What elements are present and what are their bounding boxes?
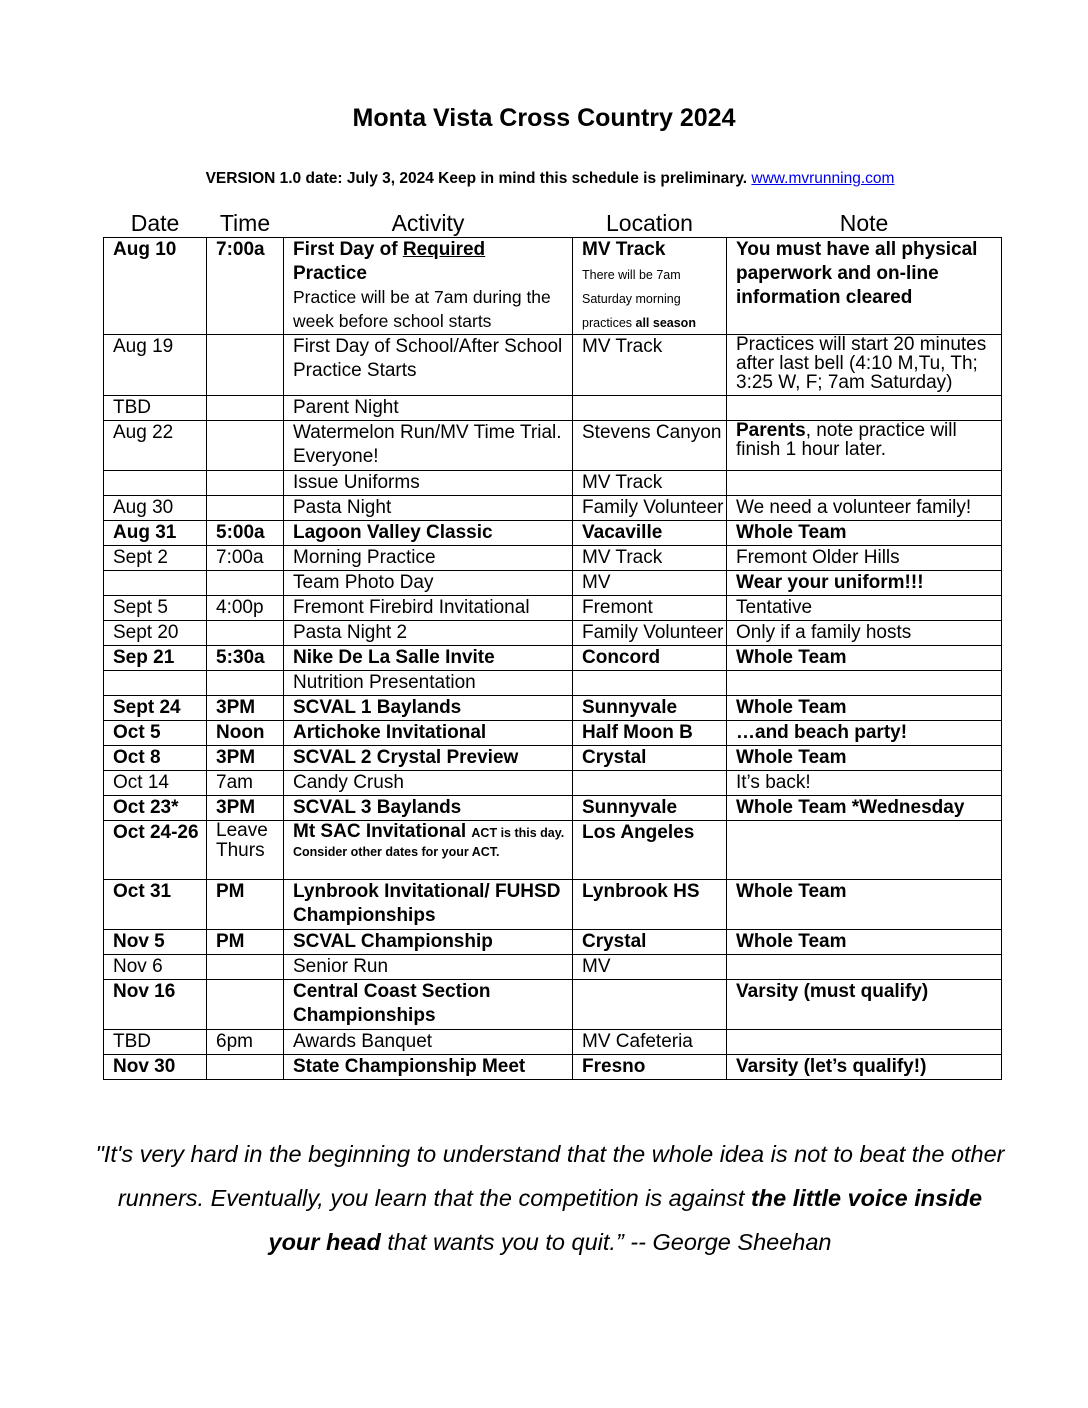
location-cell: Crystal	[573, 746, 727, 771]
date-cell: Aug 31	[104, 521, 207, 546]
activity-cell: Parent Night	[284, 396, 573, 421]
location-cell: Family Volunteer	[573, 496, 727, 521]
location-cell: Crystal	[573, 930, 727, 955]
note-text: , note practice will finish 1 hour later.	[736, 420, 957, 460]
activity-cell: Watermelon Run/MV Time Trial. Everyone!	[284, 421, 573, 471]
location-cell: Family Volunteer	[573, 621, 727, 646]
location-subtext: There will be 7am Saturday morning practices	[582, 268, 681, 330]
location-cell: Concord	[573, 646, 727, 671]
date-cell: Oct 5	[104, 721, 207, 746]
activity-cell: Morning Practice	[284, 546, 573, 571]
time-cell: 5:00a	[207, 521, 284, 546]
time-cell: 7:00a	[207, 238, 284, 335]
date-cell: Sep 21	[104, 646, 207, 671]
note-cell: …and beach party!	[727, 721, 1002, 746]
activity-cell: Pasta Night	[284, 496, 573, 521]
activity-cell: SCVAL 1 Baylands	[284, 696, 573, 721]
note-cell: We need a volunteer family!	[727, 496, 1002, 521]
date-cell	[104, 471, 207, 496]
location-cell	[573, 980, 727, 1030]
time-cell	[207, 335, 284, 396]
time-cell: PM	[207, 930, 284, 955]
location-cell: MV Cafeteria	[573, 1030, 727, 1055]
location-cell: MV Track	[573, 546, 727, 571]
table-row	[104, 796, 1002, 821]
table-row	[104, 238, 1002, 335]
time-cell	[207, 621, 284, 646]
time-cell: PM	[207, 880, 284, 930]
date-cell: Oct 24-26	[104, 821, 207, 880]
time-cell: 5:30a	[207, 646, 284, 671]
activity-cell: Artichoke Invitational	[284, 721, 573, 746]
note-cell: Whole Team	[727, 646, 1002, 671]
note-cell	[727, 1030, 1002, 1055]
date-cell: Oct 8	[104, 746, 207, 771]
date-cell: Sept 24	[104, 696, 207, 721]
time-cell	[207, 421, 284, 471]
activity-cell: Pasta Night 2	[284, 621, 573, 646]
note-cell: Whole Team	[727, 880, 1002, 930]
table-row	[104, 646, 1002, 671]
time-cell	[207, 496, 284, 521]
header-row	[104, 210, 1002, 238]
table-row	[104, 1030, 1002, 1055]
location-cell	[573, 771, 727, 796]
time-cell: 7:00a	[207, 546, 284, 571]
date-cell: Nov 6	[104, 955, 207, 980]
note-cell: Tentative	[727, 596, 1002, 621]
activity-cell: Candy Crush	[284, 771, 573, 796]
activity-cell: Team Photo Day	[284, 571, 573, 596]
table-row	[104, 696, 1002, 721]
note-cell: Varsity (must qualify)	[727, 980, 1002, 1030]
location-cell: Fremont	[573, 596, 727, 621]
table-row	[104, 335, 1002, 396]
date-cell: Sept 20	[104, 621, 207, 646]
table-row	[104, 955, 1002, 980]
version-text: VERSION 1.0 date: July 3, 2024 Keep in mind this schedule is preliminary.	[205, 170, 752, 187]
time-cell: 3PM	[207, 746, 284, 771]
time-cell: 6pm	[207, 1030, 284, 1055]
date-cell: Aug 22	[104, 421, 207, 471]
date-cell	[104, 571, 207, 596]
table-row	[104, 521, 1002, 546]
table-row	[104, 721, 1002, 746]
table-row	[104, 571, 1002, 596]
activity-cell: Central Coast Section Championships	[284, 980, 573, 1030]
activity-cell	[284, 238, 573, 335]
activity-cell: Nutrition Presentation	[284, 671, 573, 696]
table-row	[104, 546, 1002, 571]
time-cell: Noon	[207, 721, 284, 746]
date-cell: Oct 23*	[104, 796, 207, 821]
date-cell: Aug 30	[104, 496, 207, 521]
note-cell: Fremont Older Hills	[727, 546, 1002, 571]
date-cell	[104, 671, 207, 696]
location-cell: MV	[573, 955, 727, 980]
time-cell: 4:00p	[207, 596, 284, 621]
table-row	[104, 596, 1002, 621]
header-note: Note	[839, 210, 889, 236]
table-row	[104, 1055, 1002, 1080]
location-cell: MV	[573, 571, 727, 596]
location-cell: MV Track	[573, 471, 727, 496]
activity-subtext: ACT is this day. Consider other dates for your ACT.	[293, 826, 565, 859]
time-cell	[207, 1055, 284, 1080]
time-cell	[207, 396, 284, 421]
date-cell: Sept 2	[104, 546, 207, 571]
time-cell	[207, 980, 284, 1030]
activity-text: First Day of	[293, 239, 403, 260]
note-cell: It’s back!	[727, 771, 1002, 796]
time-cell	[207, 955, 284, 980]
header-activity: Activity	[391, 210, 465, 236]
location-cell: Fresno	[573, 1055, 727, 1080]
table-row	[104, 880, 1002, 930]
note-cell	[727, 821, 1002, 880]
location-cell: Lynbrook HS	[573, 880, 727, 930]
quote-text-end: that wants you to quit.” -- George Sheehan	[380, 1229, 832, 1255]
location-cell: Sunnyvale	[573, 696, 727, 721]
activity-subtext: Practice will be at 7am during the week before school starts	[293, 287, 551, 331]
activity-cell: SCVAL 3 Baylands	[284, 796, 573, 821]
time-cell: 3PM	[207, 696, 284, 721]
activity-cell: State Championship Meet	[284, 1055, 573, 1080]
location-cell	[573, 671, 727, 696]
table-row	[104, 746, 1002, 771]
note-cell	[727, 471, 1002, 496]
table-row	[104, 821, 1002, 880]
activity-cell: SCVAL 2 Crystal Preview	[284, 746, 573, 771]
note-cell	[727, 421, 1002, 471]
header-date: Date	[130, 210, 180, 236]
note-cell: You must have all physical paperwork and on-line information cleared	[727, 238, 1002, 335]
activity-cell: Lagoon Valley Classic	[284, 521, 573, 546]
activity-cell: Lynbrook Invitational/ FUHSD Championships	[284, 880, 573, 930]
quote-text: "It's very hard in the beginning to understand that the whole idea is not to beat the other runners. Eventually, you learn that the competition is against	[95, 1141, 1005, 1211]
note-cell: Whole Team	[727, 930, 1002, 955]
note-cell	[727, 396, 1002, 421]
time-cell: Leave Thurs	[207, 821, 284, 880]
activity-cell: Awards Banquet	[284, 1030, 573, 1055]
activity-text: Practice	[293, 263, 367, 284]
table-row	[104, 980, 1002, 1030]
activity-cell: SCVAL Championship	[284, 930, 573, 955]
date-cell: Aug 10	[104, 238, 207, 335]
schedule-table	[103, 210, 1002, 1080]
location-text: MV Track	[582, 239, 666, 260]
note-cell: Whole Team	[727, 696, 1002, 721]
table-row	[104, 396, 1002, 421]
time-cell	[207, 571, 284, 596]
note-cell: Whole Team	[727, 521, 1002, 546]
header-location: Location	[606, 210, 693, 236]
activity-cell: Issue Uniforms	[284, 471, 573, 496]
activity-cell	[284, 821, 573, 880]
table-row	[104, 771, 1002, 796]
note-cell: Varsity (let’s qualify!)	[727, 1055, 1002, 1080]
location-cell: Vacaville	[573, 521, 727, 546]
note-cell: Only if a family hosts	[727, 621, 1002, 646]
note-cell: Wear your uniform!!!	[727, 571, 1002, 596]
activity-underlined: Required	[402, 239, 486, 260]
time-cell	[207, 671, 284, 696]
table-row	[104, 471, 1002, 496]
location-cell: Sunnyvale	[573, 796, 727, 821]
location-cell	[573, 396, 727, 421]
date-cell: TBD	[104, 396, 207, 421]
activity-cell: Senior Run	[284, 955, 573, 980]
date-cell: TBD	[104, 1030, 207, 1055]
note-cell: Whole Team *Wednesday	[727, 796, 1002, 821]
note-cell: Whole Team	[727, 746, 1002, 771]
website-link[interactable]: www.mvrunning.com	[751, 170, 895, 187]
table-row	[104, 421, 1002, 471]
location-cell: Half Moon B	[573, 721, 727, 746]
activity-cell: Nike De La Salle Invite	[284, 646, 573, 671]
page-title: Monta Vista Cross Country 2024	[352, 104, 736, 132]
table-row	[104, 930, 1002, 955]
note-cell	[727, 671, 1002, 696]
table-row	[104, 671, 1002, 696]
time-cell: 3PM	[207, 796, 284, 821]
date-cell: Oct 31	[104, 880, 207, 930]
quote	[90, 1132, 1010, 1264]
table-row	[104, 621, 1002, 646]
version-line	[0, 170, 1088, 188]
note-cell	[727, 955, 1002, 980]
location-cell: Los Angeles	[573, 821, 727, 880]
location-cell	[573, 238, 727, 335]
activity-cell: First Day of School/After School Practice Starts	[284, 335, 573, 396]
location-cell: MV Track	[573, 335, 727, 396]
activity-cell: Fremont Firebird Invitational	[284, 596, 573, 621]
header-time: Time	[219, 210, 271, 236]
activity-text: Mt SAC Invitational	[293, 821, 472, 842]
date-cell: Nov 30	[104, 1055, 207, 1080]
date-cell: Nov 5	[104, 930, 207, 955]
location-cell: Stevens Canyon	[573, 421, 727, 471]
time-cell: 7am	[207, 771, 284, 796]
table-row	[104, 496, 1002, 521]
note-cell: Practices will start 20 minutes after last bell (4:10 M,Tu, Th; 3:25 W, F; 7am Saturday)	[727, 335, 1002, 396]
time-cell	[207, 471, 284, 496]
note-bold: Parents	[736, 420, 806, 441]
quote-bold: the little voice inside your head	[268, 1185, 983, 1255]
date-cell: Nov 16	[104, 980, 207, 1030]
location-subtext-bold: all season	[635, 316, 696, 330]
date-cell: Oct 14	[104, 771, 207, 796]
date-cell: Aug 19	[104, 335, 207, 396]
date-cell: Sept 5	[104, 596, 207, 621]
